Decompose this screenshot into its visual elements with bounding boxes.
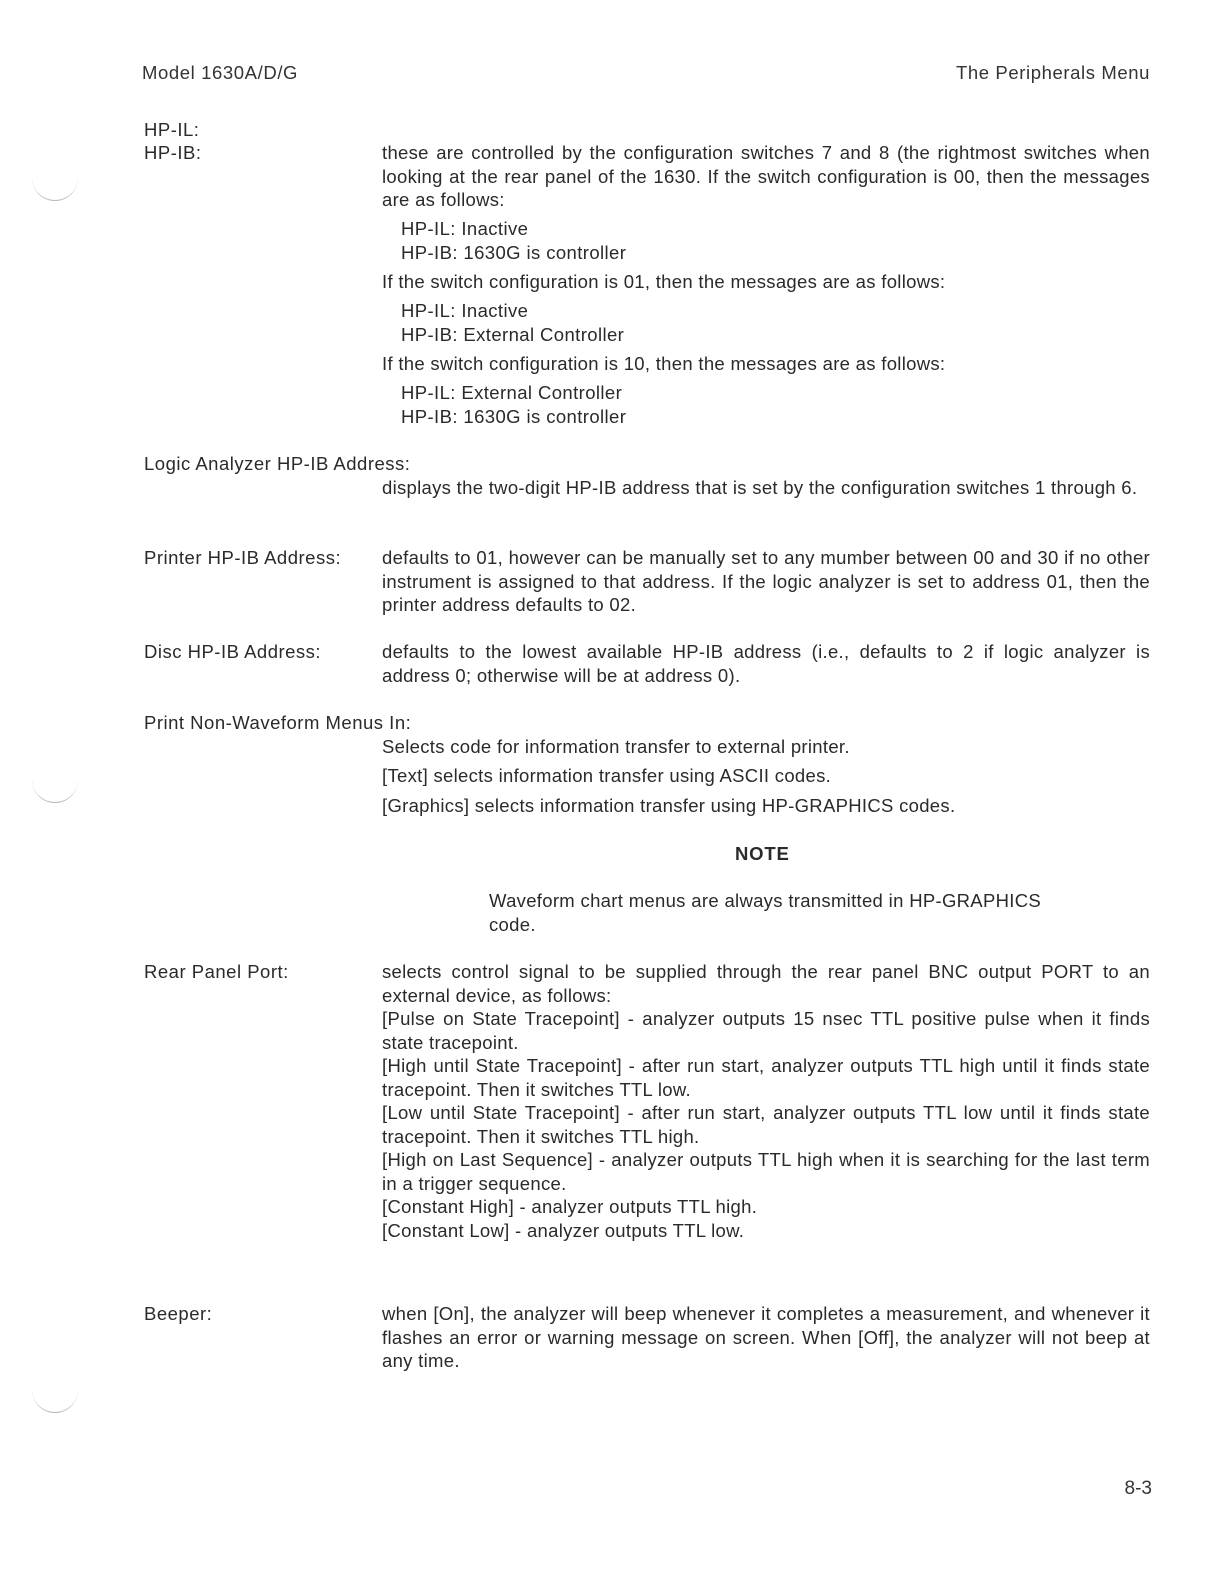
rear-panel-option xyxy=(382,1007,1150,1054)
label-rear-panel-port: Rear Panel Port: xyxy=(144,961,289,982)
option-key: [Low until State Tracepoint] xyxy=(382,1102,620,1123)
binder-hole-mark xyxy=(32,1378,78,1413)
binder-hole-mark xyxy=(32,166,78,201)
case01-line-2: HP-IB: External Controller xyxy=(401,324,625,345)
label-hp-il: HP-IL: xyxy=(144,119,200,140)
disc-address-text: defaults to the lowest available HP-IB address (i.e., defaults to 2 if logic analyzer is address 0; otherwise will be at address 0). xyxy=(382,641,1150,686)
print-menus-intro: Selects code for information transfer to external printer. xyxy=(382,736,850,757)
option-key: [Constant Low] xyxy=(382,1219,510,1241)
beeper-text xyxy=(382,1302,1150,1373)
rear-panel-option xyxy=(382,1148,1150,1195)
text-option-desc: selects information transfer using ASCII codes. xyxy=(428,765,832,786)
case10-line-1: HP-IL: External Controller xyxy=(401,382,623,403)
printer-address-text: defaults to 01, however can be manually set to any mumber between 00 and 30 if no other instrument is assigned to that address. If the logic analyzer is set to address 01, then the printer address defaults to 02. xyxy=(382,547,1150,615)
logic-analyzer-address-text: displays the two-digit HP-IB address that is set by the configuration switches 1 through 6. xyxy=(382,477,1138,498)
rear-panel-port-section xyxy=(382,960,1150,1242)
option-desc: - after run start, analyzer outputs TTL high until it finds state tracepoint. Then it switches TTL low. xyxy=(382,1055,1150,1100)
option-desc: - analyzer outputs TTL high. xyxy=(514,1196,758,1217)
graphics-option-desc: selects information transfer using HP-GRAPHICS codes. xyxy=(469,795,956,816)
note-text: Waveform chart menus are always transmitted in HP-GRAPHICS code. xyxy=(489,890,1041,935)
print-menus-text-option xyxy=(382,764,831,788)
rear-panel-option xyxy=(382,1219,1150,1243)
option-desc: - analyzer outputs TTL low. xyxy=(509,1219,745,1241)
option-key: [Constant High] xyxy=(382,1196,515,1217)
beeper-text-1: when xyxy=(382,1303,434,1324)
beeper-off-key: [Off] xyxy=(858,1326,895,1348)
label-printer-address: Printer HP-IB Address: xyxy=(144,547,342,568)
option-key: [High on Last Sequence] xyxy=(382,1149,593,1170)
beeper-text-2: , the analyzer will beep whenever it completes a measurement, and whenever it flashes an error or warning message on screen. When xyxy=(382,1303,1150,1348)
case10-line-2: HP-IB: 1630G is controller xyxy=(401,406,627,427)
case01-intro: If the switch configuration is 01, then the messages are as follows: xyxy=(382,271,946,292)
beeper-text-3: , the analyzer will not beep at any time. xyxy=(382,1326,1150,1371)
graphics-option-key: [Graphics] xyxy=(382,795,470,816)
text-option-key: [Text] xyxy=(382,765,429,786)
header-model: Model 1630A/D/G xyxy=(142,62,299,83)
rear-panel-option xyxy=(382,1195,1150,1219)
rear-panel-intro: selects control signal to be supplied through the rear panel BNC output PORT to an external device, as follows: xyxy=(382,961,1150,1006)
hp-interfaces-intro: these are controlled by the configuration switches 7 and 8 (the rightmost switches when looking at the rear panel of the 1630. If the switch configuration is 00, then the messages are as follows: xyxy=(382,142,1150,210)
binder-hole-mark xyxy=(32,768,78,803)
beeper-on-key: [On] xyxy=(433,1303,470,1324)
option-desc: - analyzer outputs TTL high when it is searching for the last term in a trigger sequence. xyxy=(382,1149,1151,1194)
page-number: 8-3 xyxy=(1124,1478,1152,1499)
case10-intro: If the switch configuration is 10, then the messages are as follows: xyxy=(382,353,946,374)
label-hp-ib: HP-IB: xyxy=(144,142,202,163)
label-logic-analyzer-address: Logic Analyzer HP-IB Address: xyxy=(144,453,411,474)
rear-panel-option xyxy=(382,1101,1150,1148)
option-desc: - analyzer outputs 15 nsec TTL positive pulse when it finds state tracepoint. xyxy=(382,1008,1150,1053)
option-key: [High until State Tracepoint] xyxy=(382,1055,622,1076)
case01-line-1: HP-IL: Inactive xyxy=(401,300,529,321)
label-beeper: Beeper: xyxy=(144,1303,213,1324)
label-print-menus: Print Non-Waveform Menus In: xyxy=(144,712,412,733)
label-disc-address: Disc HP-IB Address: xyxy=(144,641,322,662)
option-key: [Pulse on State Tracepoint] xyxy=(382,1008,620,1029)
note-heading: NOTE xyxy=(735,843,790,864)
case00-line-2: HP-IB: 1630G is controller xyxy=(401,242,627,263)
rear-panel-option xyxy=(382,1054,1150,1101)
print-menus-graphics-option xyxy=(382,794,955,818)
option-desc: - after run start, analyzer outputs TTL low until it finds state tracepoint. Then it switches TTL high. xyxy=(382,1102,1151,1147)
header-section-title: The Peripherals Menu xyxy=(955,62,1150,83)
case00-line-1: HP-IL: Inactive xyxy=(401,218,529,239)
